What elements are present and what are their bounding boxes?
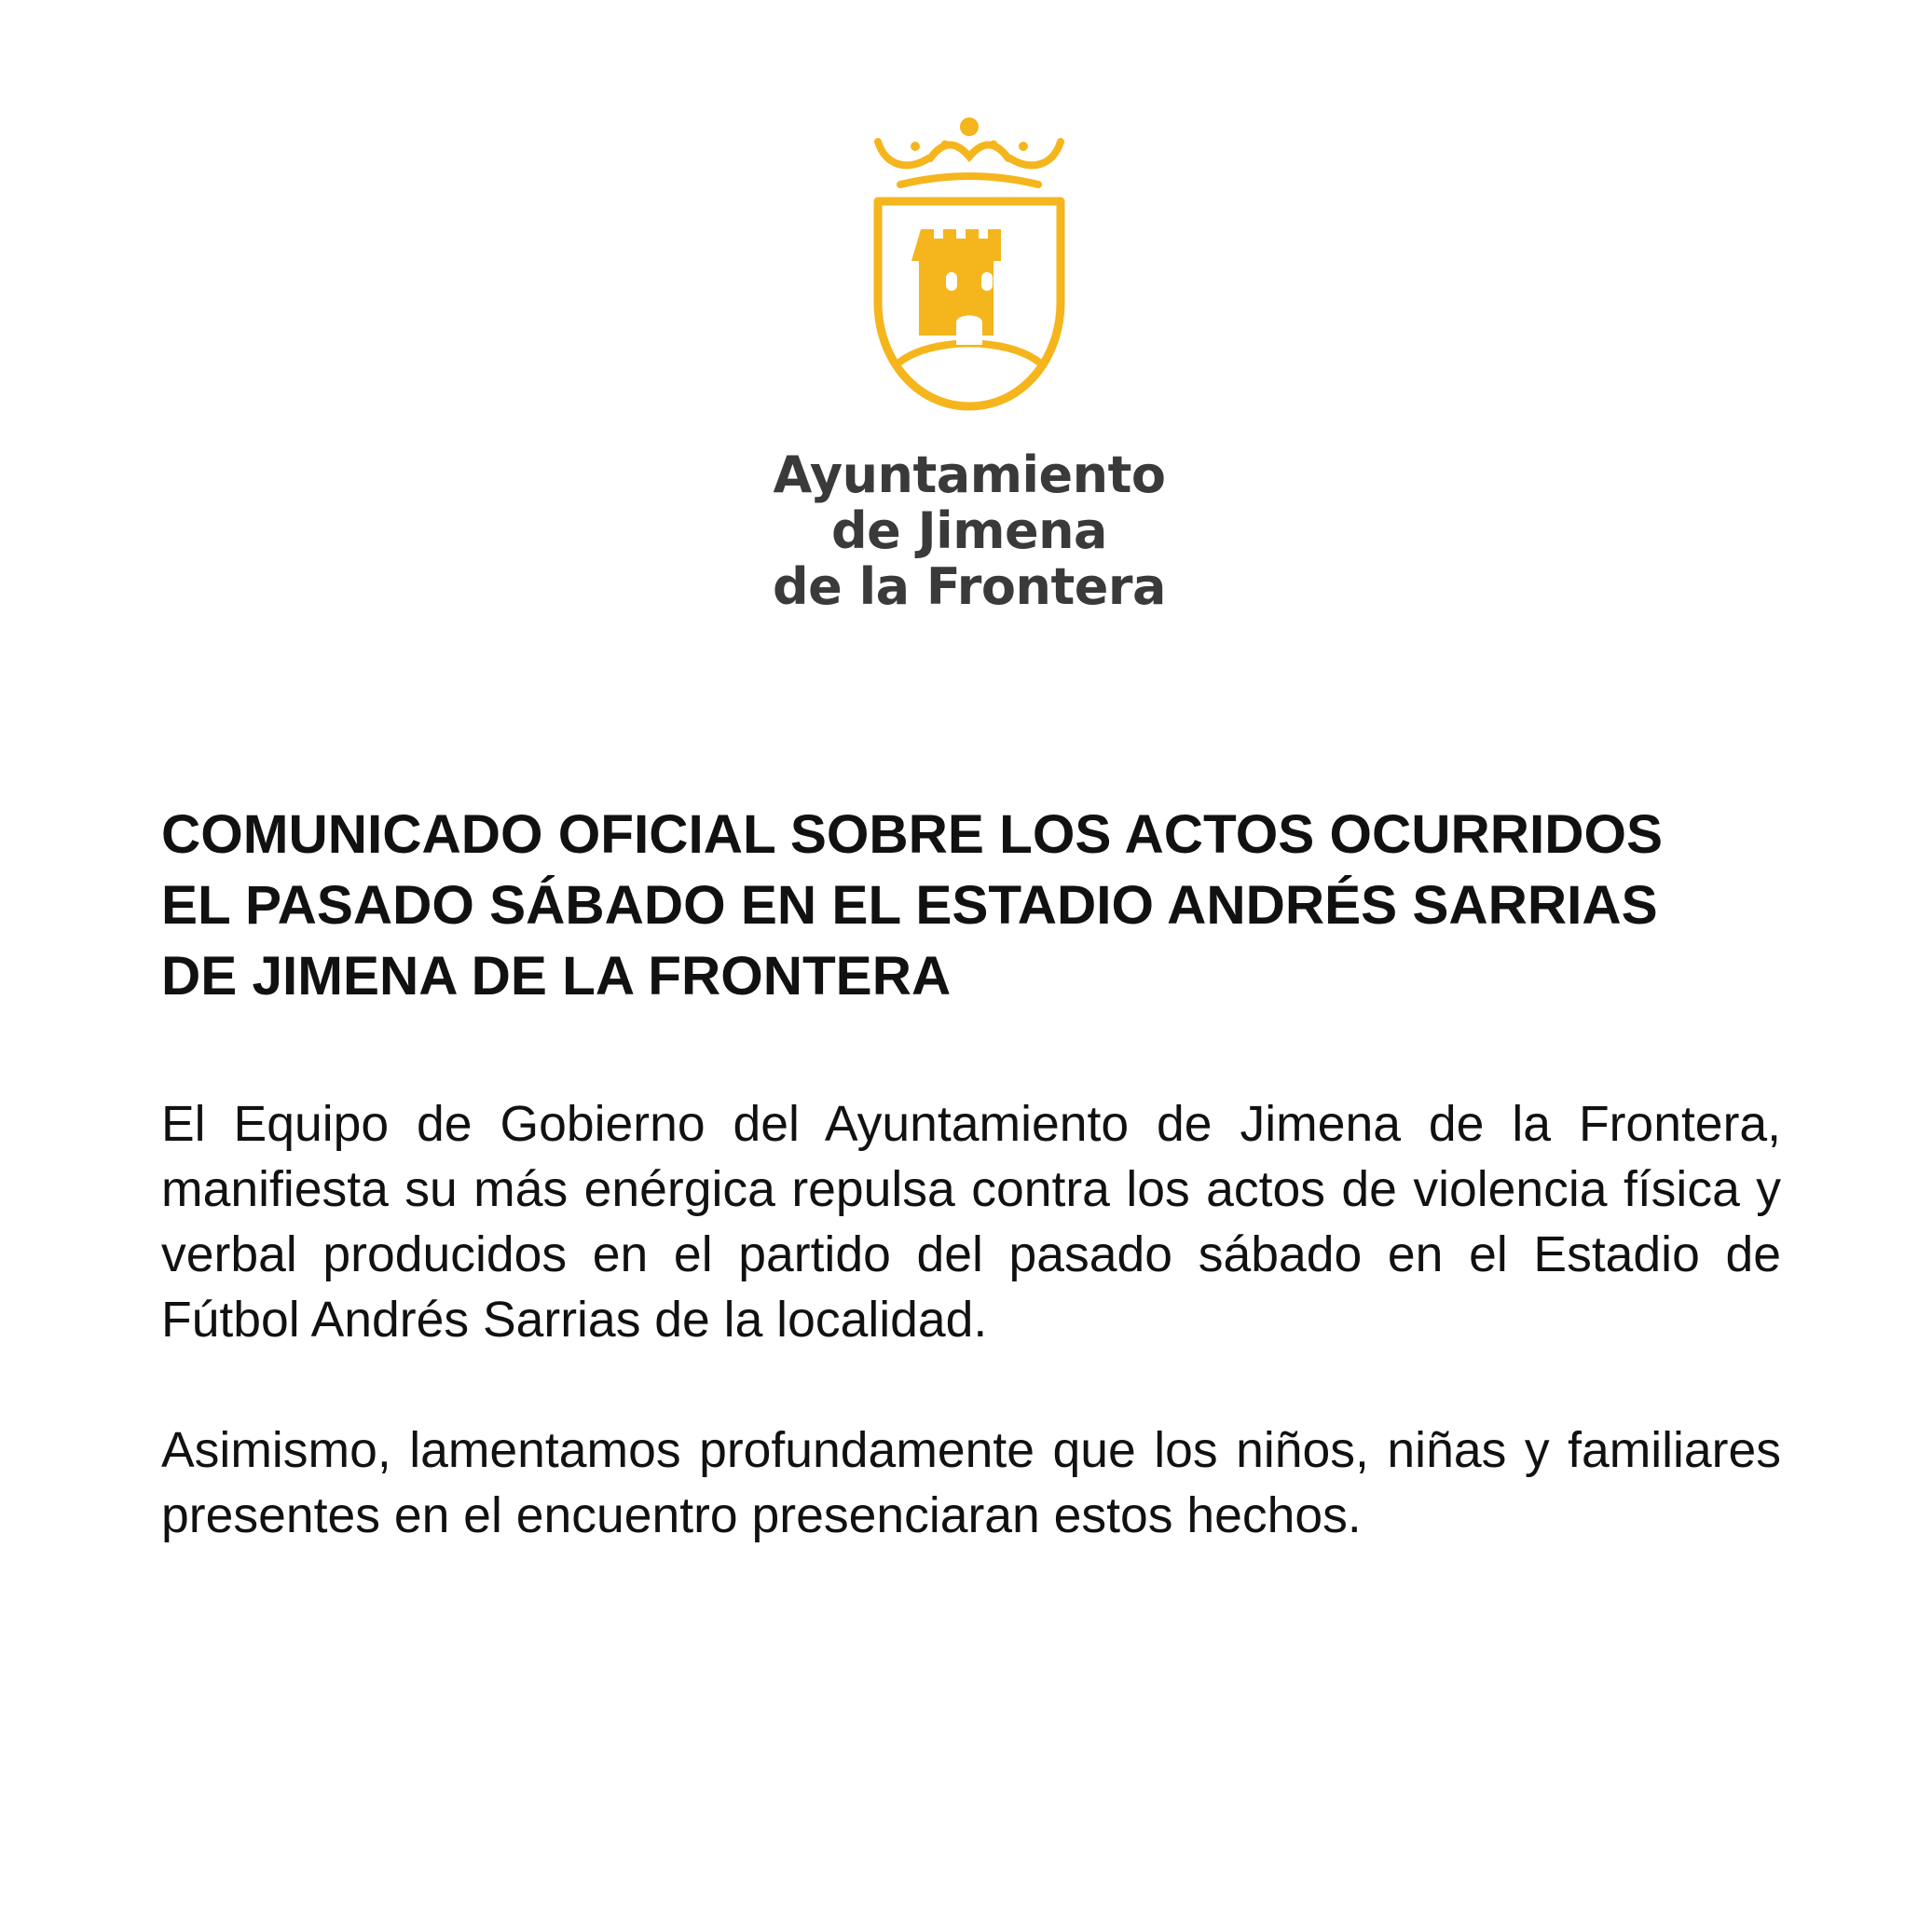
statement-title-line-2: EL PASADO SÁBADO EN EL ESTADIO ANDRÉS SARRIAS (161, 875, 1658, 936)
organization-name (652, 447, 1286, 615)
castle-tower-icon (911, 229, 1001, 345)
crown-icon (878, 117, 1061, 185)
statement-paragraph-2: Asimismo, lamentamos profundamente que los niños, niñas y familiares presentes en el encuentro presenciaran estos hechos. (161, 1423, 1781, 1543)
statement-paragraph-1: El Equipo de Gobierno del Ayuntamiento de Jimena de la Frontera, manifiesta su más enérgica repulsa contra los actos de violencia física y verbal producidos en el partido del pasado sábado en el Estadio de Fútbol Andrés Sarrias de la localidad. (161, 1097, 1781, 1348)
organization-name-line-2: de Jimena (831, 501, 1107, 560)
organization-name-line-1: Ayuntamiento (773, 445, 1166, 504)
statement-body (161, 800, 1781, 1549)
crowned-castle-shield-icon (872, 116, 1066, 414)
statement-title-line-1: COMUNICADO OFICIAL SOBRE LOS ACTOS OCURRIDOS (161, 804, 1663, 865)
organization-name-line-3: de la Frontera (773, 557, 1166, 616)
statement-title (161, 800, 1781, 1012)
statement-title-line-3: DE JIMENA DE LA FRONTERA (161, 946, 952, 1007)
